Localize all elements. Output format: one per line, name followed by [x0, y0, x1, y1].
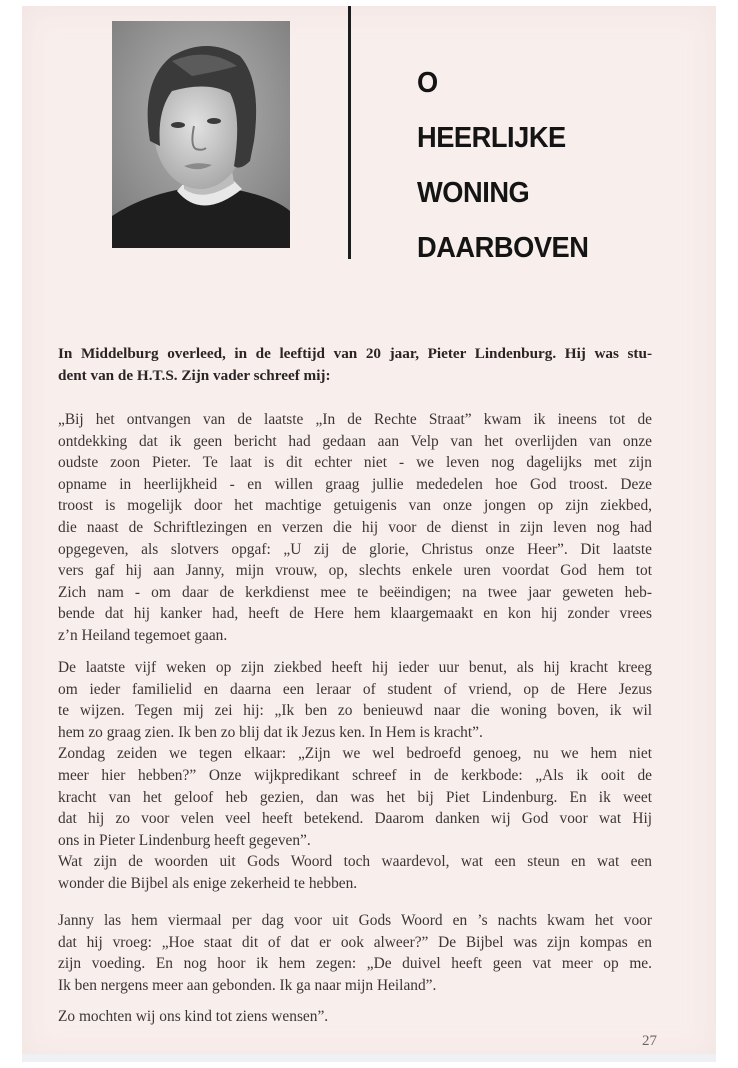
body-line: wonder die Bijbel als enige zekerheid te hebben.	[58, 874, 358, 892]
page-number: 27	[642, 1033, 657, 1049]
intro-line: In Middelburg overleed, in de leeftijd van 20 jaar, Pieter Lindenburg. Hij was stu-	[58, 345, 652, 362]
body-line: ontdekking dat ik geen bericht had gedaan aan Velp van het overlijden van onze	[58, 432, 652, 450]
body-line: om ieder familielid en daarna een leraar of student of vriend, op de Here Jezus	[58, 680, 652, 698]
body-line: te wijzen. Tegen mij zei hij: „Ik ben zo benieuwd naar die woning boven, ik wil	[58, 702, 652, 720]
body-line: Ik ben nergens meer aan gebonden. Ik ga naar mijn Heiland”.	[58, 976, 437, 994]
body-line: hem zo graag zien. Ik ben zo blij dat ik Jezus ken. In Hem is kracht”.	[58, 723, 483, 741]
title-line: HEERLIJKE	[417, 122, 566, 154]
body-paragraph-1	[58, 409, 652, 647]
intro-line: dent van de H.T.S. Zijn vader schreef mij:	[58, 366, 331, 384]
body-line: opgegeven, als slotvers opgaf: „U zij de glorie, Christus onze Heer”. Dit laatste	[58, 540, 652, 558]
body-line: z’n Heiland tegemoet gaan.	[58, 626, 228, 644]
body-line: zijn voeding. En nog hoor ik hem zegen: „De duivel heeft geen vat meer op me.	[58, 955, 652, 973]
scan-edge	[22, 1054, 716, 1062]
body-line: „Bij het ontvangen van de laatste „In de Rechte Straat” kwam ik ineens tot de	[58, 411, 652, 428]
portrait-photo	[112, 21, 290, 248]
body-line: ons in Pieter Lindenburg heeft gegeven”.	[58, 831, 311, 849]
body-line: die naast de Schriftlezingen en verzen die hij voor de dienst in zijn leven nog had	[58, 518, 652, 536]
body-line: Wat zijn de woorden uit Gods Woord toch waardevol, wat een steun en wat een	[58, 853, 652, 871]
body-line: De laatste vijf weken op zijn ziekbed heeft hij ieder uur benut, als hij kracht kreeg	[58, 659, 652, 676]
body-line: Zo mochten wij ons kind tot ziens wensen”.	[58, 1008, 329, 1025]
body-line: vers gaf hij aan Janny, mijn vrouw, op, slechts enkele uren voordat God hem tot	[58, 562, 652, 580]
body-line: bende dat hij kanker had, heeft de Here hem klaargemaakt en kon hij zonder vrees	[58, 605, 652, 623]
body-line: dat hij vroeg: „Hoe staat dit of dat er ook alweer?” De Bijbel was zijn kompas en	[58, 933, 652, 951]
body-line: oudste zoon Pieter. Te laat is dit echter niet - we leven nog dagelijks met zijn	[58, 454, 652, 472]
body-line: kracht van het geloof heb gezien, dan was het bij Piet Lindenburg. En ik weet	[58, 788, 652, 806]
vertical-rule	[348, 6, 351, 259]
title-line: O	[417, 67, 438, 99]
body-paragraph-2	[58, 657, 652, 895]
intro-paragraph	[58, 343, 652, 386]
body-line: Janny las hem viermaal per dag voor uit Gods Woord en ’s nachts kwam het voor	[58, 912, 652, 929]
body-line: troost is mogelijk door het machtige getuigenis van onze jongen op zijn ziekbed,	[58, 497, 652, 515]
article-title	[417, 56, 588, 276]
body-line: Zich nam - om daar de kerkdienst mee te beëindigen; na twee jaar geweten heb-	[58, 583, 652, 601]
title-line: DAARBOVEN	[417, 232, 589, 264]
closing-paragraph	[58, 1006, 652, 1028]
title-line: WONING	[417, 177, 530, 209]
body-paragraph-3	[58, 910, 652, 996]
body-line: meer hier hebben?” Onze wijkpredikant schreef in de kerkbode: „Als ik ooit de	[58, 766, 652, 784]
portrait-photo-icon	[112, 21, 290, 248]
document-page	[22, 6, 716, 1060]
body-line: Zondag zeiden we tegen elkaar: „Zijn we wel bedroefd genoeg, nu we hem niet	[58, 745, 652, 763]
body-line: dat hij zo voor velen veel heeft betekend. Daarom danken wij God voor wat Hij	[58, 810, 652, 828]
body-line: opname in heerlijkheid - en willen graag jullie mededelen hoe God troost. Deze	[58, 475, 652, 493]
